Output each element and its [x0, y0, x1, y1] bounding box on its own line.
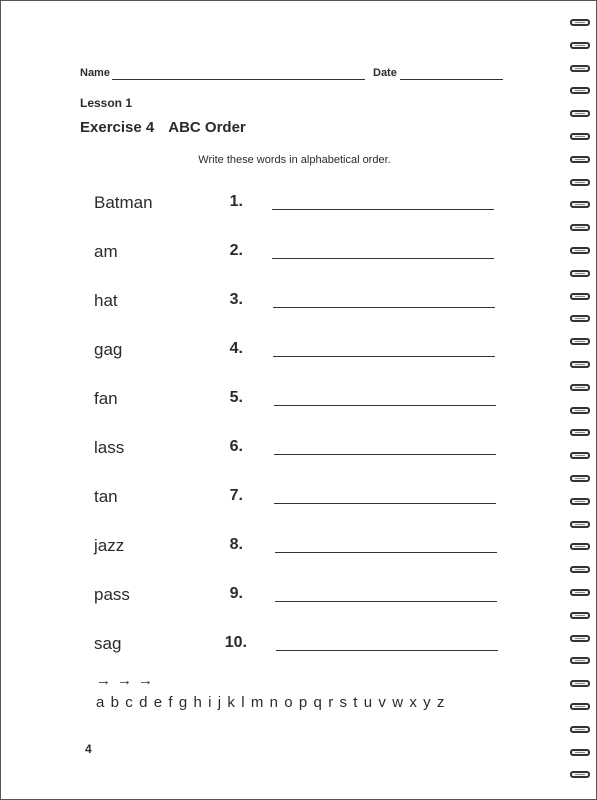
- answer-line[interactable]: [274, 405, 496, 406]
- alphabet-letter: l: [241, 694, 245, 711]
- item-number: 2.: [229, 242, 243, 259]
- lesson-heading: Lesson 1: [80, 96, 133, 110]
- answer-line[interactable]: [275, 552, 497, 553]
- answer-line[interactable]: [276, 650, 498, 651]
- word: lass: [94, 438, 125, 457]
- right-arrow-icon: →: [96, 672, 113, 689]
- date-line: [400, 79, 503, 80]
- alphabet-letter: x: [409, 694, 417, 711]
- binding-coil: [570, 429, 590, 436]
- binding-coil: [570, 224, 590, 231]
- item-number: 9.: [229, 585, 243, 602]
- word: Batman: [94, 193, 153, 212]
- alphabet-letter: i: [208, 694, 212, 711]
- item-number: 4.: [229, 340, 243, 357]
- alphabet-letter: h: [193, 694, 202, 711]
- binding-coil: [570, 749, 590, 756]
- word: tan: [94, 487, 118, 506]
- answer-line[interactable]: [273, 307, 495, 308]
- alphabet-letter: c: [125, 694, 133, 711]
- alphabet-letter: g: [178, 694, 188, 711]
- alphabet-letter: u: [363, 694, 373, 711]
- alphabet-letter: r: [328, 694, 334, 711]
- exercise-heading: [80, 119, 246, 136]
- exercise-title: ABC Order: [168, 119, 246, 136]
- list-item: [1, 438, 597, 468]
- list-item: [1, 487, 597, 517]
- binding-coil: [570, 703, 590, 710]
- date-label: Date: [373, 67, 397, 79]
- name-line: [112, 79, 365, 80]
- binding-coil: [570, 110, 590, 117]
- direction-arrows: [96, 672, 159, 689]
- answer-line[interactable]: [273, 356, 495, 357]
- binding-coil: [570, 87, 590, 94]
- alphabet-letter: t: [353, 694, 358, 711]
- list-item: [1, 389, 597, 419]
- binding-coil: [570, 19, 590, 26]
- alphabet-letter: f: [168, 694, 173, 711]
- binding-coil: [570, 133, 590, 140]
- word: jazz: [94, 536, 125, 555]
- list-item: [1, 585, 597, 615]
- binding-coil: [570, 475, 590, 482]
- answer-line[interactable]: [272, 258, 494, 259]
- item-number: 5.: [229, 389, 243, 406]
- item-number: 8.: [229, 536, 243, 553]
- page-number: 4: [85, 742, 92, 756]
- alphabet-letter: b: [110, 694, 119, 711]
- alphabet-letter: w: [392, 694, 404, 711]
- item-number: 10.: [224, 634, 247, 651]
- list-item: [1, 291, 597, 321]
- alphabet-letter: s: [339, 694, 347, 711]
- alphabet-letter: j: [217, 694, 222, 711]
- name-label: Name: [80, 67, 110, 79]
- alphabet-letter: n: [269, 694, 278, 711]
- instruction-text: Write these words in alphabetical order.: [198, 154, 391, 166]
- binding-coil: [570, 42, 590, 49]
- binding-coil: [570, 179, 590, 186]
- alphabet-letter: v: [378, 694, 386, 711]
- alphabet-letter: o: [284, 694, 293, 711]
- answer-line[interactable]: [274, 454, 496, 455]
- alphabet-letter: p: [298, 694, 308, 711]
- binding-coil: [570, 521, 590, 528]
- binding-coil: [570, 726, 590, 733]
- list-item: [1, 242, 597, 272]
- alphabet-letter: z: [436, 694, 445, 711]
- alphabet-letter: a: [96, 694, 105, 711]
- answer-line[interactable]: [274, 503, 496, 504]
- word: am: [94, 242, 118, 261]
- word: hat: [94, 291, 118, 310]
- alphabet-letter: k: [227, 694, 235, 711]
- alphabet-letter: e: [153, 694, 163, 711]
- list-item: [1, 193, 597, 223]
- right-arrow-icon: →: [117, 672, 134, 689]
- binding-coil: [570, 65, 590, 72]
- word: fan: [94, 389, 118, 408]
- list-item: [1, 536, 597, 566]
- list-item: [1, 340, 597, 370]
- item-number: 6.: [229, 438, 243, 455]
- binding-coil: [570, 680, 590, 687]
- alphabet-letter: d: [139, 694, 148, 711]
- list-item: [1, 634, 597, 664]
- answer-line[interactable]: [275, 601, 497, 602]
- word: gag: [94, 340, 123, 359]
- alphabet-letter: m: [250, 694, 264, 711]
- binding-coil: [570, 566, 590, 573]
- binding-coil: [570, 771, 590, 778]
- item-number: 1.: [229, 193, 243, 210]
- answer-line[interactable]: [272, 209, 494, 210]
- word: pass: [94, 585, 130, 604]
- word: sag: [94, 634, 122, 653]
- item-number: 3.: [229, 291, 243, 308]
- alphabet-strip: [96, 694, 451, 711]
- exercise-label: Exercise 4: [80, 119, 155, 136]
- right-arrow-icon: →: [138, 672, 155, 689]
- alphabet-letter: q: [313, 694, 322, 711]
- item-number: 7.: [229, 487, 243, 504]
- alphabet-letter: y: [423, 694, 431, 711]
